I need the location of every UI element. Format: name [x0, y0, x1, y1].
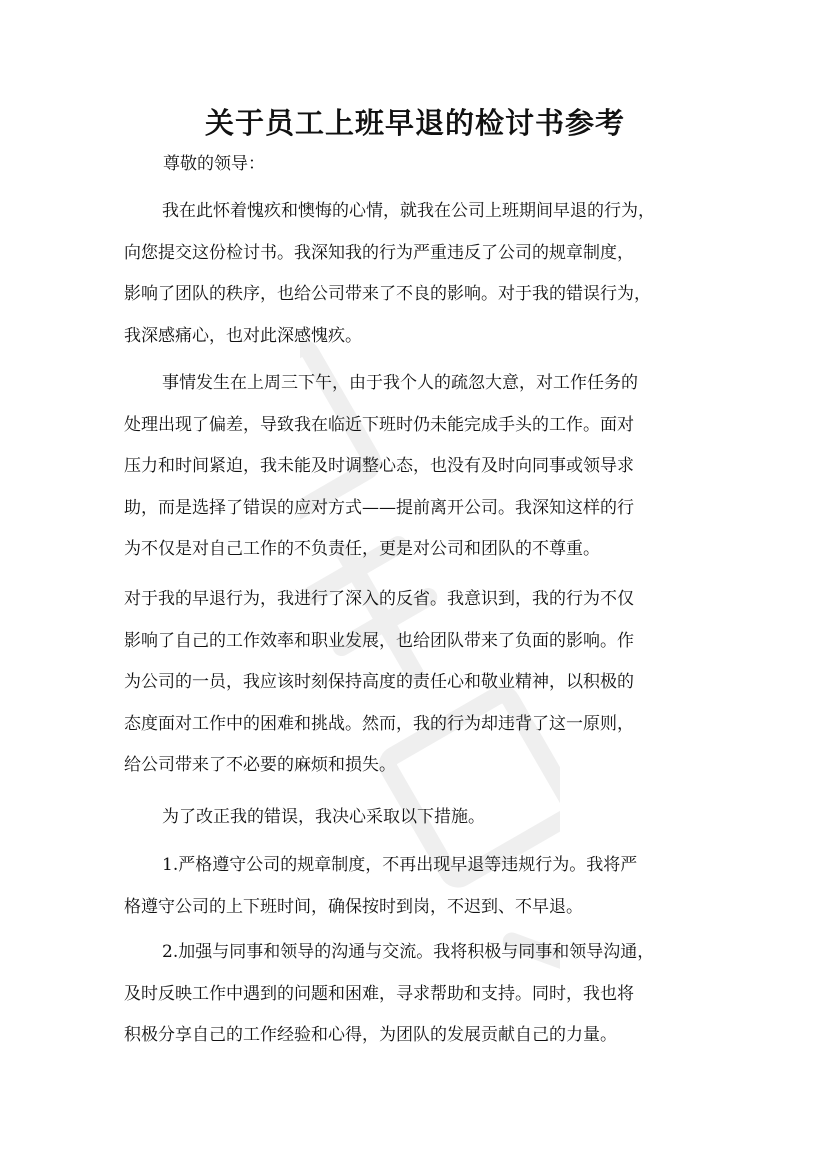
paragraph-line: 助，而是选择了错误的应对方式——提前离开公司。我深知这样的行	[124, 497, 634, 518]
paragraph-line: 我深感痛心，也对此深感愧疚。	[124, 325, 362, 346]
paragraph-line: 影响了自己的工作效率和职业发展，也给团队带来了负面的影响。作	[124, 630, 634, 651]
paragraph-line: 处理出现了偏差，导致我在临近下班时仍未能完成手头的工作。面对	[124, 414, 634, 435]
paragraph-line: 态度面对工作中的困难和挑战。然而，我的行为却违背了这一原则，	[124, 713, 634, 734]
paragraph-line: 为了改正我的错误，我决心采取以下措施。	[162, 807, 485, 827]
paragraph-line: 格遵守公司的上下班时间，确保按时到岗，不迟到、不早退。	[124, 896, 583, 917]
paragraph-line: 向您提交这份检讨书。我深知我的行为严重违反了公司的规章制度，	[124, 242, 634, 263]
paragraph-line: 1.严格遵守公司的规章制度，不再出现早退等违规行为。我将严	[162, 855, 638, 875]
paragraph-2	[124, 363, 724, 571]
paragraph-line: 对于我的早退行为，我进行了深入的反省。我意识到，我的行为不仅	[124, 589, 634, 609]
paragraph-line: 我在此怀着愧疚和懊悔的心情，就我在公司上班期间早退的行为，	[162, 201, 655, 221]
paragraph-line: 影响了团队的秩序，也给公司带来了不良的影响。对于我的错误行为，	[124, 284, 651, 304]
paragraph-line: 及时反映工作中遇到的问题和困难，寻求帮助和支持。同时，我也将	[124, 983, 634, 1004]
paragraph-3	[124, 579, 724, 787]
paragraph-line: 给公司带来了不必要的麻烦和损失。	[124, 755, 396, 775]
paragraph-line: 积极分享自己的工作经验和心得，为团队的发展贡献自己的力量。	[124, 1025, 617, 1045]
paragraph-6	[124, 932, 724, 1057]
paragraph-line: 事情发生在上周三下午，由于我个人的疏忽大意，对工作任务的	[162, 373, 638, 393]
paragraph-5	[124, 845, 724, 928]
greeting: 尊敬的领导：	[163, 154, 265, 174]
paragraph-4	[124, 797, 724, 839]
paragraph-1	[124, 191, 724, 357]
paragraph-line: 2.加强与同事和领导的沟通与交流。我将积极与同事和领导沟通，	[162, 942, 655, 962]
paragraph-line: 压力和时间紧迫，我未能及时调整心态，也没有及时向同事或领导求	[124, 456, 634, 476]
paragraph-line: 为不仅是对自己工作的不负责任，更是对公司和团队的不尊重。	[124, 539, 600, 559]
paragraph-line: 为公司的一员，我应该时刻保持高度的责任心和敬业精神，以积极的	[124, 672, 634, 692]
page-title: 关于员工上班早退的检讨书参考	[204, 106, 625, 140]
